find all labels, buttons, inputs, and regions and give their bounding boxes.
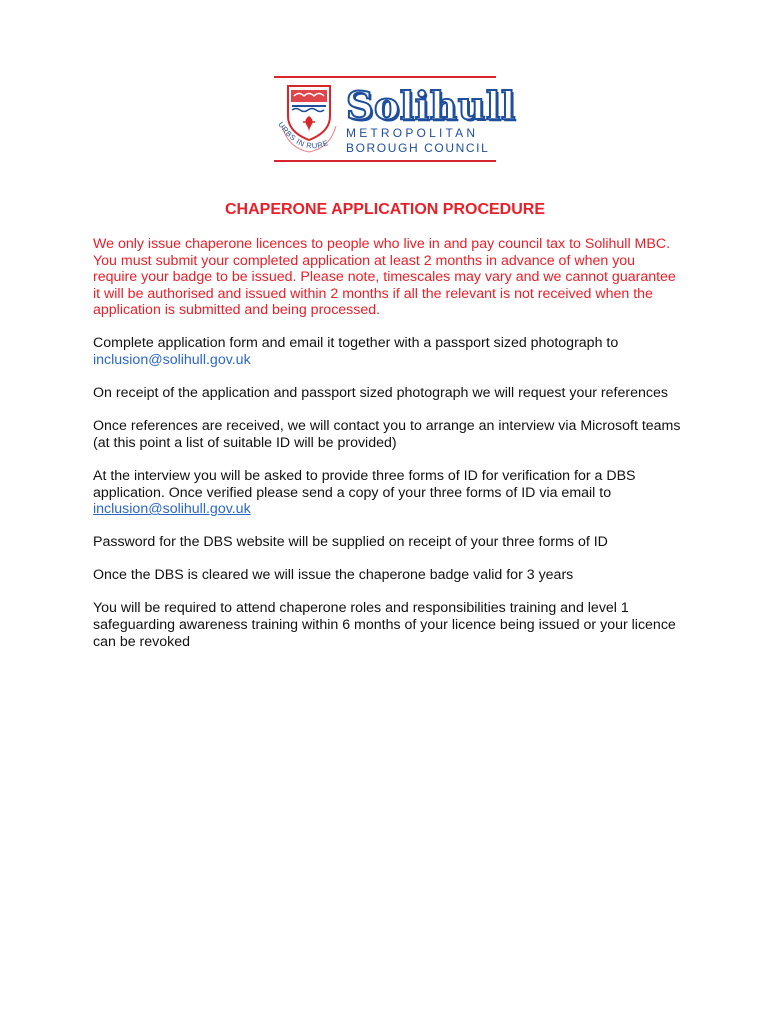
email-link-2[interactable]: inclusion@solihull.gov.uk [93,501,251,518]
step-4-text: At the interview you will be asked to provide three forms of ID for verification for a DBS application. Once verified please send a copy of your three forms of ID via email to [93,467,636,501]
step-4-paragraph [93,468,683,518]
step-7-paragraph: You will be required to attend chaperone roles and responsibilities training and level 1 safeguarding awareness training within 6 months of your licence being issued or your licence can be revoked [93,600,676,650]
email-link-1[interactable]: inclusion@solihull.gov.uk [93,352,251,369]
step-1-text: Complete application form and email it together with a passport sized photograph to [93,335,619,352]
intro-paragraph: We only issue chaperone licences to people who live in and pay council tax to Solihull MBC. You must submit your completed application at least 2 months in advance of when you require your badge to be issued. Please note, timescales may vary and we cannot guarantee it will be authorised and issued within 2 months if all the relevant is not received when the application is submitted and being processed. [93,236,676,319]
step-2-paragraph: On receipt of the application and passport sized photograph we will request your references [93,385,668,402]
logo-line-metropolitan: METROPOLITAN [346,126,479,140]
logo-bottom-rule [274,160,496,162]
motto-text: URBS IN RURE [276,120,330,151]
step-6-paragraph: Once the DBS is cleared we will issue the chaperone badge valid for 3 years [93,567,574,584]
page-title: CHAPERONE APPLICATION PROCEDURE [224,201,546,218]
step-3-paragraph: Once references are received, we will contact you to arrange an interview via Microsoft teams (at this point a list of suitable ID will be provided) [93,418,681,451]
logo-wordmark: Solihull [346,83,516,128]
logo-line-borough-council: BOROUGH COUNCIL [346,141,490,155]
council-logo [274,76,516,162]
svg-text:URBS IN RURE [276,120,329,150]
logo-top-rule [274,76,496,78]
step-5-paragraph: Password for the DBS website will be supplied on receipt of your three forms of ID [93,534,608,551]
step-1-paragraph [93,335,683,368]
motto-arc [274,116,346,162]
document-body [93,236,683,667]
